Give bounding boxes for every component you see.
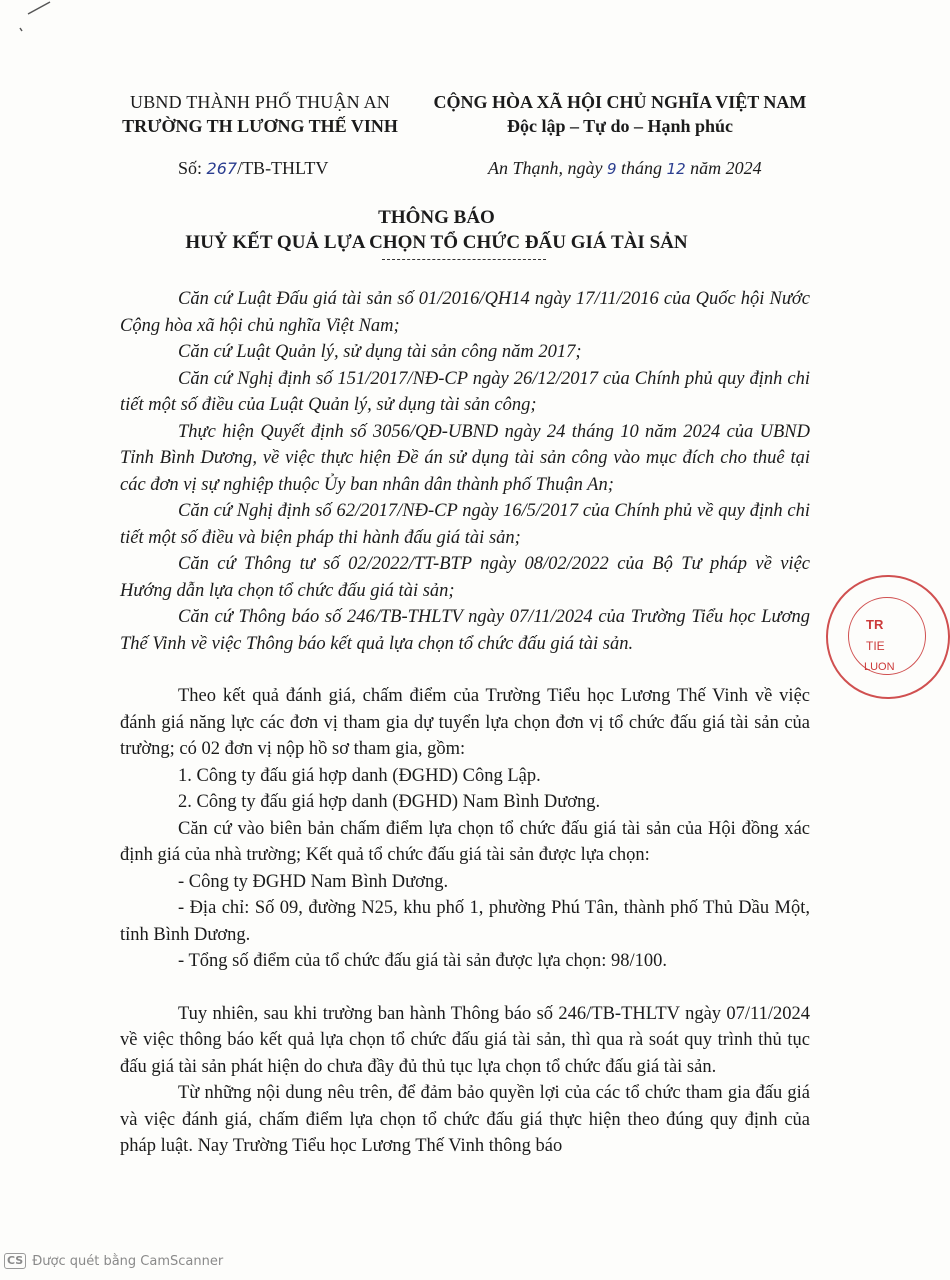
document-body [120, 286, 810, 1160]
camscanner-logo-icon: CS [4, 1253, 26, 1269]
basis-item: Căn cứ Luật Đấu giá tài sản số 01/2016/QH14 ngày 17/11/2016 của Quốc hội Nước Cộng hòa xã hội chủ nghĩa Việt Nam; [120, 289, 810, 336]
document-number [178, 158, 328, 179]
basis-item: Thực hiện Quyết định số 3056/QĐ-UBND ngày 24 tháng 10 năm 2024 của UBND Tỉnh Bình Dương, về việc thực hiện Đề án sử dụng tài sản công vào mục đích cho thuê tại các đơn vị sự nghiệp thuộc Ủy ban nhân dân thành phố Thuận An; [120, 421, 810, 495]
paragraph: Tuy nhiên, sau khi trường ban hành Thông báo số 246/TB-THLTV ngày 07/11/2024 về việc thông báo kết quả lựa chọn tổ chức đấu giá tài sản, thì qua rà soát quy trình thủ tục đấu giá tài sản phát hiện do chưa đầy đủ thủ tục lựa chọn tổ chức đấu giá tài sản. [120, 1003, 810, 1077]
issuer-name: TRƯỜNG TH LƯƠNG THẾ VINH [122, 116, 398, 136]
watermark-text: Được quét bằng CamScanner [32, 1253, 224, 1269]
evaluation-section [120, 683, 810, 975]
list-item: - Công ty ĐGHD Nam Bình Dương. [178, 871, 449, 892]
seal-text: TR [866, 617, 884, 632]
basis-item: Căn cứ Thông báo số 246/TB-THLTV ngày 07/11/2024 của Trường Tiểu học Lương Thế Vinh về việc Thông báo kết quả lựa chọn tổ chức đấu giá tài sản. [120, 607, 810, 654]
basis-item: Căn cứ Nghị định số 62/2017/NĐ-CP ngày 16/5/2017 của Chính phủ về quy định chi tiết một số điều và biện pháp thi hành đấu giá tài sản; [120, 501, 810, 548]
issuer-parent: UBND THÀNH PHỐ THUẬN AN [130, 92, 390, 112]
document-date [488, 158, 762, 179]
date-day: 9 [607, 160, 617, 178]
seal-text: TIE [866, 639, 885, 653]
seal-text: LUON [864, 661, 895, 673]
national-title: CỘNG HÒA XÃ HỘI CHỦ NGHĨA VIỆT NAM [433, 92, 807, 112]
date-month-label: tháng [616, 158, 667, 178]
date-month: 12 [666, 160, 686, 178]
list-item: - Tổng số điểm của tổ chức đấu giá tài sản được lựa chọn: 98/100. [178, 951, 668, 971]
cancellation-section [120, 1001, 810, 1160]
basis-item: Căn cứ Nghị định số 151/2017/NĐ-CP ngày 26/12/2017 của Chính phủ quy định chi tiết một số điều của Luật Quản lý, sử dụng tài sản công; [120, 368, 810, 415]
title-line-2: HUỶ KẾT QUẢ LỰA CHỌN TỔ CHỨC ĐẤU GIÁ TÀI SẢN [185, 232, 688, 253]
document-title [0, 205, 873, 255]
paragraph: Theo kết quả đánh giá, chấm điểm của Trường Tiểu học Lương Thế Vinh về việc đánh giá năng lực các đơn vị tham gia dự tuyển lựa chọn đơn vị tổ chức đấu giá tài sản của trường; có 02 đơn vị nộp hồ sơ tham gia, gồm: [120, 686, 810, 759]
date-year: năm 2024 [685, 158, 762, 178]
national-heading [420, 90, 820, 138]
ref-handwritten-number: 267 [206, 159, 238, 178]
list-item: - Địa chỉ: Số 09, đường N25, khu phố 1, phường Phú Tân, thành phố Thủ Dầu Một, tỉnh Bình Dương. [120, 898, 810, 945]
national-motto: Độc lập – Tự do – Hạnh phúc [506, 116, 734, 136]
date-prefix: An Thạnh, ngày [488, 158, 607, 178]
ref-prefix: Số: [178, 158, 207, 178]
issuer-block [100, 90, 420, 138]
ref-suffix: /TB-THLTV [237, 158, 329, 178]
basis-item: Căn cứ Luật Quản lý, sử dụng tài sản công năm 2017; [178, 342, 582, 362]
list-item: 1. Công ty đấu giá hợp danh (ĐGHD) Công Lập. [178, 765, 541, 786]
title-line-1: THÔNG BÁO [378, 207, 495, 228]
pen-stroke-mark [0, 0, 60, 40]
basis-item: Căn cứ Thông tư số 02/2022/TT-BTP ngày 08/02/2022 của Bộ Tư pháp về việc Hướng dẫn lựa chọn tổ chức đấu giá tài sản; [120, 554, 810, 601]
title-divider [382, 259, 546, 260]
legal-basis [120, 286, 810, 657]
paragraph: Từ những nội dung nêu trên, để đảm bảo quyền lợi của các tổ chức tham gia đấu giá và việc đánh giá, chấm điểm lựa chọn tổ chức đấu giá thực hiện theo đúng quy định của pháp luật. Nay Trường Tiểu học Lương Thế Vinh thông báo [120, 1083, 810, 1156]
paragraph: Căn cứ vào biên bản chấm điểm lựa chọn tổ chức đấu giá tài sản của Hội đồng xác định giá của nhà trường; Kết quả tổ chức đấu giá tài sản được lựa chọn: [120, 818, 810, 865]
list-item: 2. Công ty đấu giá hợp danh (ĐGHD) Nam Bình Dương. [178, 792, 601, 812]
official-seal [826, 575, 950, 699]
scanner-watermark [4, 1253, 223, 1269]
